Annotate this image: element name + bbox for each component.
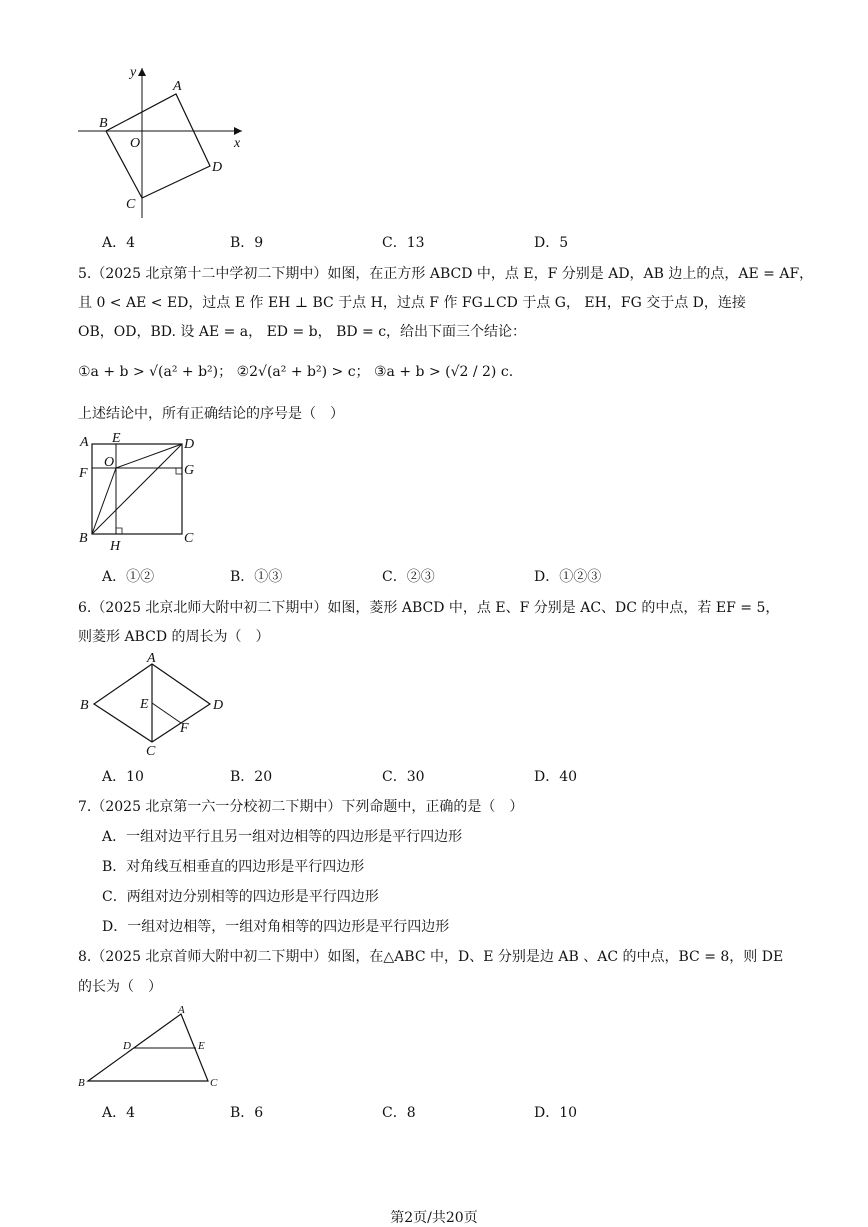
q6-option-d: D．40 — [534, 769, 578, 785]
q5-label-F: F — [79, 466, 88, 481]
q8-label-D: D — [123, 1040, 131, 1052]
q8-label-A: A — [178, 1004, 185, 1016]
q6-option-b: B．20 — [230, 769, 273, 785]
q8-label-E: E — [198, 1040, 205, 1052]
q5-label-C: C — [184, 531, 194, 546]
q4-label-C: C — [126, 197, 136, 212]
q7-stem: 7.（2025 北京第一六一分校初二下期中）下列命题中，正确的是（ ） — [78, 799, 524, 815]
q5-label-G: G — [184, 463, 195, 478]
q5-conclusions — [78, 361, 513, 381]
q6-label-C: C — [146, 744, 156, 757]
q5-label-E: E — [112, 431, 121, 446]
q7-option-a: A．一组对边平行且另一组对边相等的四边形是平行四边形 — [102, 829, 463, 845]
page-number-footer: 第2页/共20页 — [390, 1210, 478, 1226]
q4-label-y: y — [130, 65, 137, 80]
q7-option-d: D．一组对边相等，一组对角相等的四边形是平行四边形 — [102, 919, 450, 935]
q4-label-B: B — [99, 116, 108, 131]
q5-label-B: B — [79, 531, 88, 546]
q5-label-H: H — [110, 539, 121, 552]
q4-option-b: B．9 — [230, 235, 264, 251]
q4-coordinate-figure — [70, 58, 260, 223]
q4-label-x: x — [234, 136, 241, 151]
q5-stem-line3: OB，OD，BD. 设 AE = a， ED = b， BD = c，给出下面三个结论： — [78, 324, 527, 340]
q8-stem-line1: 8.（2025 北京首师大附中初二下期中）如图，在△ABC 中，D、E 分别是边 AB 、AC 的中点，BC = 8，则 DE — [78, 949, 784, 965]
q5-question: 上述结论中，所有正确结论的序号是（ ） — [78, 406, 344, 422]
q5-label-D: D — [184, 437, 195, 452]
q6-option-c: C．30 — [382, 769, 425, 785]
q6-label-D: D — [213, 698, 224, 713]
q6-option-a: A．10 — [102, 769, 144, 785]
q8-triangle-figure — [76, 1004, 226, 1094]
q4-option-c: C．13 — [382, 235, 425, 251]
q6-label-E: E — [140, 697, 149, 712]
q5-conclusion-3: ③a + b > (√2 / 2) c. — [374, 364, 514, 380]
q8-option-a: A．4 — [102, 1105, 136, 1121]
q4-option-d: D．5 — [534, 235, 569, 251]
q5-option-d: D．①②③ — [534, 569, 602, 585]
q6-label-A: A — [147, 652, 156, 666]
q8-option-b: B．6 — [230, 1105, 264, 1121]
q6-stem-line2: 则菱形 ABCD 的周长为（ ） — [78, 629, 270, 645]
q4-label-A: A — [173, 79, 182, 94]
q8-label-C: C — [210, 1077, 218, 1089]
q5-option-b: B．①③ — [230, 569, 283, 585]
q8-option-d: D．10 — [534, 1105, 578, 1121]
q7-option-b: B．对角线互相垂直的四边形是平行四边形 — [102, 859, 365, 875]
q5-conclusion-1: ①a + b > √(a² + b²)； — [78, 364, 233, 380]
q5-option-a: A．①② — [102, 569, 155, 585]
q5-stem-line2: 且 0 < AE < ED，过点 E 作 EH ⊥ BC 于点 H，过点 F 作 FG⊥CD 于点 G， EH，FG 交于点 D，连接 — [78, 295, 746, 311]
q7-option-c: C．两组对边分别相等的四边形是平行四边形 — [102, 889, 379, 905]
q8-stem-line2: 的长为（ ） — [78, 979, 162, 995]
q8-option-c: C．8 — [382, 1105, 416, 1121]
q6-rhombus-figure — [76, 652, 236, 757]
q5-option-c: C．②③ — [382, 569, 435, 585]
q6-label-B: B — [80, 698, 89, 713]
q6-stem-line1: 6.（2025 北京北师大附中初二下期中）如图，菱形 ABCD 中，点 E、F 分别是 AC、DC 的中点，若 EF = 5， — [78, 600, 780, 616]
q5-stem-line1: 5.（2025 北京第十二中学初二下期中）如图，在正方形 ABCD 中，点 E，F 分别是 AD，AB 边上的点，AE = AF， — [78, 266, 814, 282]
q4-label-D: D — [212, 160, 223, 175]
q5-label-A: A — [80, 435, 89, 450]
q4-label-O: O — [130, 136, 141, 151]
q8-label-B: B — [78, 1077, 85, 1089]
q5-conclusion-2: ②2√(a² + b²) > c； — [236, 364, 370, 380]
q5-label-O: O — [104, 455, 115, 470]
q5-square-figure — [74, 430, 204, 552]
q6-label-F: F — [180, 721, 189, 736]
q4-option-a: A．4 — [102, 235, 136, 251]
